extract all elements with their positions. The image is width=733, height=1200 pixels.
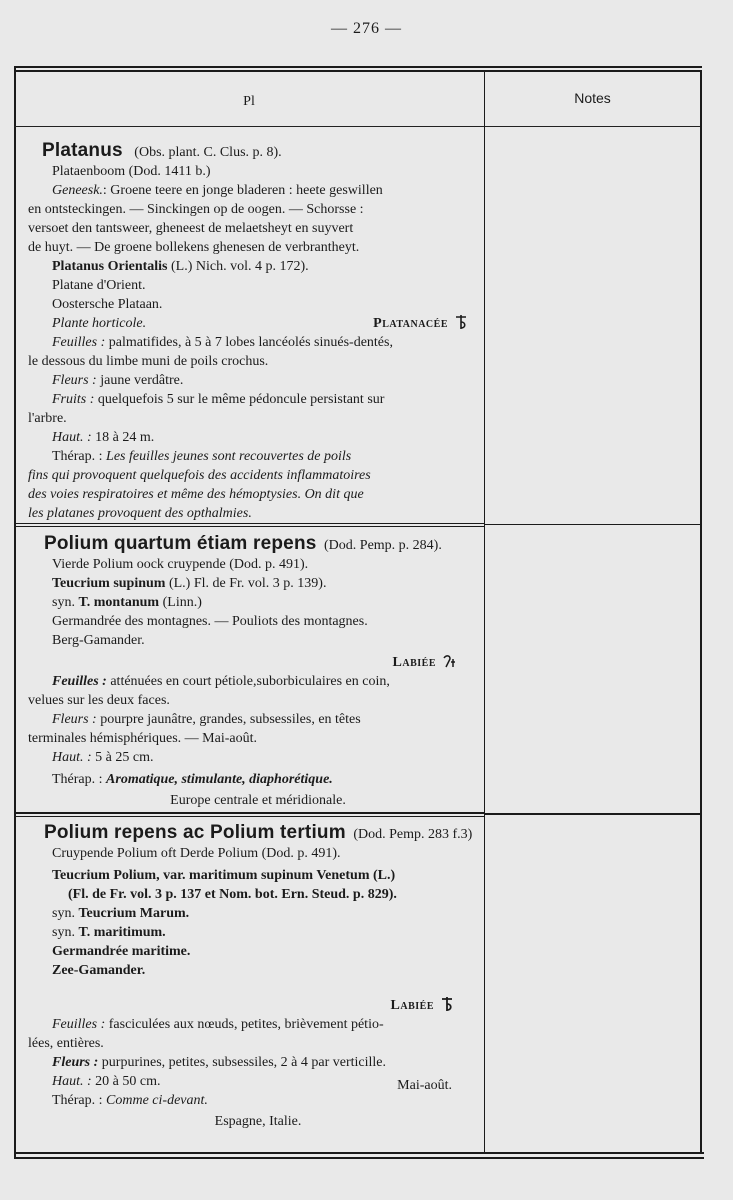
- entry-title-ref: (Obs. plant. C. Clus. p. 8).: [134, 145, 282, 160]
- therap-text: fins qui provoquent quelquefois des accidents inflammatoires: [28, 468, 371, 483]
- column-divider: [484, 72, 485, 1154]
- family-label: [28, 996, 468, 1015]
- shrub-symbol-icon: [440, 996, 454, 1012]
- dutch-name: Plataenboom (Dod. 1411 b.): [52, 164, 211, 179]
- feuilles-line: [28, 333, 468, 352]
- synonym-name: T. maritimum.: [78, 925, 166, 940]
- entry-title: Platanus: [42, 140, 123, 161]
- syn-prefix: syn.: [52, 925, 75, 940]
- feuilles-text: fasciculées aux nœuds, petites, brièvement pétio-: [108, 1017, 384, 1032]
- fleurs-text: jaune verdâtre.: [100, 373, 184, 388]
- entry-separator-double: [14, 526, 484, 527]
- entry-title-ref: (Dod. Pemp. p. 284).: [324, 538, 442, 553]
- fruits-text: l'arbre.: [28, 411, 67, 426]
- feuilles-text: lées, entières.: [28, 1036, 104, 1051]
- synonym-line: [28, 866, 468, 885]
- geneesk-text: de huyt. — De groene bollekens ghenesen de verbrantheyt.: [28, 240, 360, 255]
- fleurs-label: Fleurs :: [52, 712, 97, 727]
- entry-polium-quartum: [28, 534, 468, 810]
- haut-text: 20 à 50 cm.: [95, 1074, 161, 1089]
- feuilles-label: Feuilles :: [52, 1017, 106, 1032]
- dutch-common-name: Oostersche Plataan.: [52, 297, 163, 312]
- header-rule: [14, 126, 484, 127]
- therap-label: Thérap. :: [52, 772, 103, 787]
- family-name: Labiée: [390, 998, 434, 1013]
- entry-title-ref: (Dod. Pemp. 283 f.3): [353, 827, 473, 842]
- top-rule: [14, 66, 702, 68]
- feuilles-line: [28, 672, 468, 691]
- geneesk-text: versoet den tantsweer, gheneest de melaetsheyt en suyvert: [28, 221, 354, 236]
- geneesk-text: : Groene teere en jonge bladeren : heete geswillen: [102, 183, 383, 198]
- feuilles-text: palmatifides, à 5 à 7 lobes lancéolés sinués-dentés,: [108, 335, 393, 350]
- feuilles-text: velues sur les deux faces.: [28, 693, 170, 708]
- fleurs-label: Fleurs :: [52, 1055, 99, 1070]
- plante-family-line: [28, 314, 468, 333]
- fleurs-text: pourpre jaunâtre, grandes, subsessiles, en têtes: [100, 712, 361, 727]
- family-name: Platanacée: [373, 316, 448, 331]
- geneesk-label: Geneesk.: [52, 183, 103, 198]
- page-number: — 276 —: [331, 20, 402, 37]
- bottom-rule: [14, 1152, 704, 1154]
- synonym-name: Teucrium supinum: [52, 576, 166, 591]
- entry-polium-repens: [28, 822, 473, 1131]
- synonym-name: Teucrium Marum.: [78, 906, 190, 921]
- feuilles-line: [28, 1015, 468, 1034]
- notes-separator: [485, 813, 700, 815]
- synonym-ref: (L.): [373, 868, 396, 883]
- feuilles-label: Feuilles :: [52, 335, 106, 350]
- entry-title: Polium repens ac Polium tertium: [44, 822, 346, 843]
- dutch-name: Cruypende Polium oft Derde Polium (Dod. p. 491).: [52, 846, 341, 861]
- synonym-name: T. montanum: [78, 595, 160, 610]
- therap-text: des voies respiratoires et même des hémoptysies. On dit que: [28, 487, 364, 502]
- right-border: [700, 72, 702, 1154]
- fleurs-text: purpurines, petites, subsessiles, 2 à 4 par verticille.: [101, 1055, 387, 1070]
- haut-text: 18 à 24 m.: [95, 430, 155, 445]
- top-rule-double: [14, 70, 702, 72]
- bottom-rule-double: [14, 1157, 704, 1159]
- synonym-name: Platanus Orientalis: [52, 259, 168, 274]
- plant-column-header: Pl: [243, 94, 255, 109]
- syn-prefix: syn.: [52, 906, 75, 921]
- french-name: Platane d'Orient.: [52, 278, 146, 293]
- entry-title-line: [44, 534, 468, 555]
- geneesk-text: en ontsteckingen. — Sinckingen op de oogen. — Schorsse :: [28, 202, 364, 217]
- entry-separator: [14, 812, 484, 814]
- fruits-line: [28, 390, 468, 409]
- perennial-symbol-icon: [442, 653, 456, 669]
- entry-separator: [14, 523, 484, 524]
- haut-label: Haut. :: [52, 430, 92, 445]
- season-text: Mai-août.: [397, 1078, 452, 1093]
- plante-note: Plante horticole.: [52, 316, 147, 331]
- therap-line: [28, 770, 468, 789]
- therap-label: Thérap. :: [52, 449, 103, 464]
- haut-line: [28, 1072, 468, 1091]
- haut-label: Haut. :: [52, 1074, 92, 1089]
- haut-text: 5 à 25 cm.: [95, 750, 154, 765]
- synonym-ref: (Linn.): [162, 595, 202, 610]
- haut-line: [28, 428, 468, 447]
- fleurs-line: [28, 710, 468, 729]
- therap-line: [28, 447, 468, 466]
- synonym-line: [28, 593, 468, 612]
- entry-separator-double: [14, 816, 484, 817]
- synonym-line: [28, 574, 468, 593]
- dutch-common-name: Zee-Gamander.: [52, 963, 146, 978]
- fleurs-label: Fleurs :: [52, 373, 97, 388]
- header-rule-notes: [485, 126, 700, 127]
- left-border: [14, 66, 16, 1157]
- entry-title: Polium quartum étiam repens: [44, 533, 317, 554]
- geneesk-line: [28, 181, 468, 200]
- feuilles-label: Feuilles :: [52, 674, 107, 689]
- entry-platanus: [28, 141, 468, 523]
- entry-title-line: [44, 822, 473, 844]
- entry-title-line: [42, 141, 468, 162]
- shrub-symbol-icon: [454, 314, 468, 330]
- synonym-line: [28, 923, 468, 942]
- feuilles-text: le dessous du limbe muni de poils crochus.: [28, 354, 269, 369]
- synonym-line: [28, 257, 468, 276]
- synonym-ref: (L.) Fl. de Fr. vol. 3 p. 139).: [168, 576, 327, 591]
- origin: Espagne, Italie.: [214, 1114, 302, 1129]
- feuilles-text: atténuées en court pétiole,suborbiculaires en coin,: [110, 674, 390, 689]
- synonym-line: [28, 904, 468, 923]
- french-name: Germandrée des montagnes. — Pouliots des montagnes.: [52, 614, 368, 629]
- fruits-text: quelquefois 5 sur le même pédoncule persistant sur: [97, 392, 385, 407]
- therap-label: Thérap. :: [52, 1093, 103, 1108]
- origin: Europe centrale et méridionale.: [170, 793, 346, 808]
- fleurs-text: terminales hémisphériques. — Mai-août.: [28, 731, 257, 746]
- fleurs-line: [28, 371, 468, 390]
- french-name: Germandrée maritime.: [52, 944, 191, 959]
- dutch-common-name: Berg-Gamander.: [52, 633, 145, 648]
- synonym-ref: (L.) Nich. vol. 4 p. 172).: [171, 259, 309, 274]
- therap-text: Aromatique, stimulante, diaphorétique.: [106, 772, 333, 787]
- notes-separator: [485, 524, 700, 525]
- haut-line: [28, 748, 468, 767]
- family-label: [28, 653, 468, 672]
- therap-text: les platanes provoquent des opthalmies.: [28, 506, 252, 521]
- fleurs-line: [28, 1053, 468, 1072]
- therap-text: Les feuilles jeunes sont recouvertes de poils: [106, 449, 352, 464]
- family-name: Labiée: [392, 655, 436, 670]
- notes-column-header: Notes: [574, 90, 611, 106]
- therap-text: Comme ci-devant.: [106, 1093, 208, 1108]
- dutch-name: Vierde Polium oock cruypende (Dod. p. 491).: [52, 557, 309, 572]
- syn-prefix: syn.: [52, 595, 75, 610]
- fruits-label: Fruits :: [52, 392, 95, 407]
- haut-label: Haut. :: [52, 750, 92, 765]
- synonym-ref: (Fl. de Fr. vol. 3 p. 137 et Nom. bot. Ern. Steud. p. 829).: [68, 887, 397, 902]
- synonym-name: Teucrium Polium, var. maritimum supinum Venetum: [52, 868, 370, 883]
- family-label: [373, 314, 468, 333]
